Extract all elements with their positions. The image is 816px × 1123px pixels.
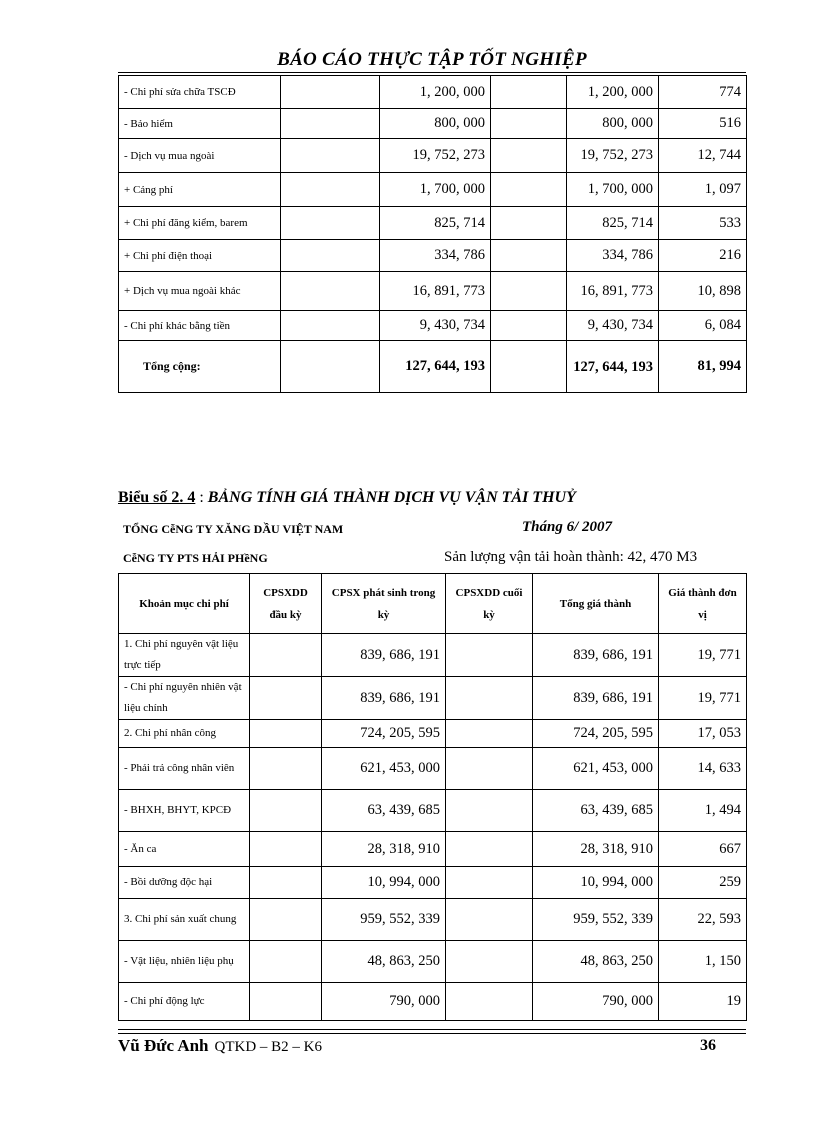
cell-opening [281,109,380,139]
header-rule [118,72,746,73]
cell-incurred: 63, 439, 685 [322,790,446,832]
cell-incurred: 28, 318, 910 [322,832,446,867]
cell-unit: 10, 898 [659,272,747,311]
cell-incurred: 825, 714 [380,207,491,240]
row-label: + Cảng phí [119,173,281,207]
cell-closing [491,272,567,311]
cell-incurred: 959, 552, 339 [322,899,446,941]
cell-incurred: 9, 430, 734 [380,311,491,341]
header-cell: CPSXDD cuối kỳ [446,574,533,634]
row-label: - Chi phí khác bằng tiền [119,311,281,341]
cell-opening [250,941,322,983]
cell-unit: 12, 744 [659,139,747,173]
page-number: 36 [700,1037,716,1054]
cell-incurred: 334, 786 [380,240,491,272]
cell-closing [491,139,567,173]
author-name: Vũ Đức Anh [118,1036,209,1055]
cell-opening [281,272,380,311]
table-row [119,790,747,832]
row-label: - Bảo hiểm [119,109,281,139]
cell-incurred: 1, 700, 000 [380,173,491,207]
cell-unit: 1, 150 [659,941,747,983]
cell-opening [281,311,380,341]
row-label: - Bồi dưỡng độc hại [119,867,250,899]
cell-incurred: 16, 891, 773 [380,272,491,311]
cell-incurred: 839, 686, 191 [322,634,446,677]
cell-total: 28, 318, 910 [533,832,659,867]
cell-closing [491,109,567,139]
cell-unit: 774 [659,76,747,109]
cell-closing [446,748,533,790]
row-label: 3. Chi phí sản xuất chung [119,899,250,941]
cell-unit: 19 [659,983,747,1021]
row-label: - Chi phí sửa chữa TSCĐ [119,76,281,109]
row-label: Tổng cộng: [119,341,281,393]
cell-total: 839, 686, 191 [533,634,659,677]
row-label: - BHXH, BHYT, KPCĐ [119,790,250,832]
cell-closing [491,76,567,109]
cell-unit: 6, 084 [659,311,747,341]
table-row [119,240,747,272]
table-row [119,76,747,109]
page-title: BÁO CÁO THỰC TẬP TỐT NGHIỆP [277,49,587,70]
cell-total: 825, 714 [567,207,659,240]
cell-total: 800, 000 [567,109,659,139]
output-volume: Sản lượng vận tải hoàn thành: 42, 470 M3 [444,549,698,565]
cell-total: 63, 439, 685 [533,790,659,832]
cell-total: 10, 994, 000 [533,867,659,899]
org-name: TỔNG CễNG TY XĂNG DẦU VIỆT NAM [123,522,344,536]
row-label: + Chi phí điện thoại [119,240,281,272]
cell-opening [250,899,322,941]
table-row [119,272,747,311]
cell-unit: 533 [659,207,747,240]
cell-unit: 81, 994 [659,341,747,393]
cell-total: 724, 205, 595 [533,720,659,748]
cell-unit: 1, 097 [659,173,747,207]
cell-unit: 1, 494 [659,790,747,832]
caption-title: BẢNG TÍNH GIÁ THÀNH DỊCH VỤ VẬN TẢI THUỶ [207,489,576,506]
cell-opening [250,983,322,1021]
cell-opening [250,677,322,720]
cell-closing [446,867,533,899]
footer-author [118,1036,322,1056]
table-row [119,899,747,941]
cell-closing [491,240,567,272]
report-month: Tháng 6/ 2007 [522,519,613,535]
cell-total: 790, 000 [533,983,659,1021]
table-row [119,867,747,899]
cell-opening [250,748,322,790]
row-label: - Ăn ca [119,832,250,867]
caption-separator: : [195,489,208,506]
cell-closing [446,634,533,677]
cell-unit: 516 [659,109,747,139]
cell-total: 19, 752, 273 [567,139,659,173]
row-label: - Chi phí động lực [119,983,250,1021]
cell-incurred: 790, 000 [322,983,446,1021]
cell-closing [446,832,533,867]
cell-closing [446,941,533,983]
cell-closing [491,173,567,207]
cell-incurred: 10, 994, 000 [322,867,446,899]
cell-total: 959, 552, 339 [533,899,659,941]
cell-opening [250,832,322,867]
cell-total: 48, 863, 250 [533,941,659,983]
cell-incurred: 839, 686, 191 [322,677,446,720]
table-row [119,109,747,139]
cell-incurred: 621, 453, 000 [322,748,446,790]
cell-unit: 17, 053 [659,720,747,748]
table-row [119,311,747,341]
cell-opening [250,790,322,832]
table-row [119,983,747,1021]
cell-opening [250,720,322,748]
cell-incurred: 19, 752, 273 [380,139,491,173]
total-row [119,341,747,393]
cell-total: 839, 686, 191 [533,677,659,720]
cell-unit: 216 [659,240,747,272]
table-row [119,139,747,173]
table-row [119,941,747,983]
row-label: + Dịch vụ mua ngoài khác [119,272,281,311]
cell-total: 334, 786 [567,240,659,272]
header-cell: CPSXDD đầu kỳ [250,574,322,634]
header-cell: Giá thành đơn vị [659,574,747,634]
cost-table-continued [118,75,747,393]
cell-incurred: 127, 644, 193 [380,341,491,393]
cell-unit: 22, 593 [659,899,747,941]
cell-closing [446,790,533,832]
cell-unit: 667 [659,832,747,867]
header-cell: CPSX phát sinh trong kỳ [322,574,446,634]
cell-total: 16, 891, 773 [567,272,659,311]
header-cell: Tổng giá thành [533,574,659,634]
cell-unit: 14, 633 [659,748,747,790]
cell-opening [281,341,380,393]
cell-incurred: 724, 205, 595 [322,720,446,748]
row-label: 1. Chi phí nguyên vật liệu trực tiếp [119,634,250,677]
cell-unit: 259 [659,867,747,899]
course-code: QTKD – B2 – K6 [214,1039,323,1055]
cell-opening [281,76,380,109]
caption-label: Biểu số 2. 4 [118,489,196,506]
footer-rule-bottom [118,1033,746,1034]
table-row [119,207,747,240]
cell-incurred: 800, 000 [380,109,491,139]
row-label: - Chi phí nguyên nhiên vật liệu chính [119,677,250,720]
table-header-row [119,574,747,634]
table-row [119,677,747,720]
table-row [119,748,747,790]
table-row [119,173,747,207]
cell-opening [281,173,380,207]
cell-total: 9, 430, 734 [567,311,659,341]
cell-total: 127, 644, 193 [567,341,659,393]
cell-opening [281,139,380,173]
row-label: - Phải trả công nhân viên [119,748,250,790]
table-row [119,720,747,748]
cell-closing [491,341,567,393]
cell-unit: 19, 771 [659,677,747,720]
cell-opening [281,207,380,240]
footer-rule-top [118,1029,746,1030]
cell-total: 621, 453, 000 [533,748,659,790]
cell-total: 1, 700, 000 [567,173,659,207]
table-row [119,832,747,867]
cell-closing [491,207,567,240]
cell-incurred: 48, 863, 250 [322,941,446,983]
cell-total: 1, 200, 000 [567,76,659,109]
cell-closing [491,311,567,341]
cost-price-table [118,573,747,1021]
table-caption [118,489,758,507]
row-label: - Dịch vụ mua ngoài [119,139,281,173]
cell-opening [250,867,322,899]
row-label: + Chi phí đăng kiểm, barem [119,207,281,240]
cell-closing [446,677,533,720]
company-name: CễNG TY PTS HẢI PHềNG [123,551,268,565]
row-label: 2. Chi phí nhân công [119,720,250,748]
cell-closing [446,983,533,1021]
cell-opening [281,240,380,272]
table-row [119,634,747,677]
cell-closing [446,899,533,941]
row-label: - Vật liệu, nhiên liệu phụ [119,941,250,983]
cell-incurred: 1, 200, 000 [380,76,491,109]
header-cell: Khoản mục chi phí [119,574,250,634]
cell-closing [446,720,533,748]
cell-unit: 19, 771 [659,634,747,677]
cell-opening [250,634,322,677]
